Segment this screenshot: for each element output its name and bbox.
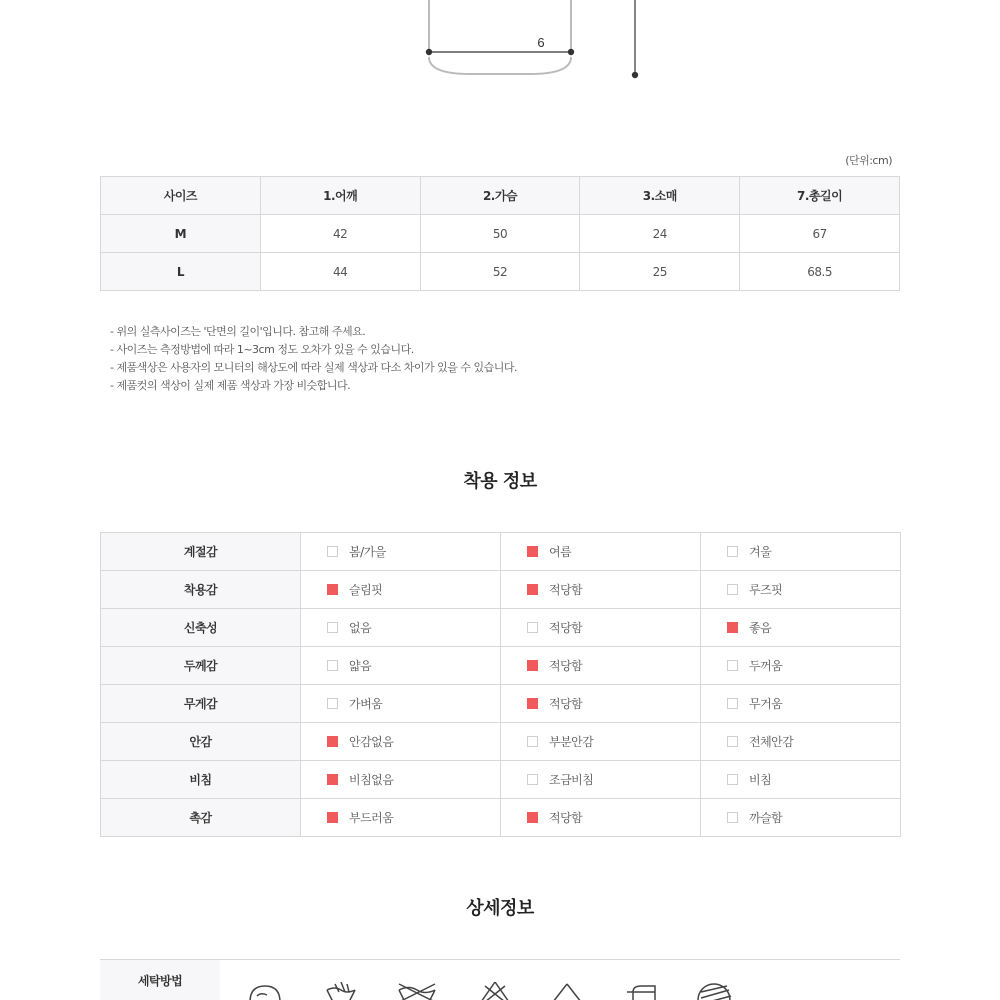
fit-option-label: 루즈핏	[749, 583, 783, 597]
fit-option-label: 가벼움	[349, 697, 383, 711]
fit-info-option	[701, 647, 901, 685]
fit-option-label: 부드러움	[349, 811, 394, 825]
fit-info-row	[101, 571, 901, 609]
fit-info-option	[501, 761, 701, 799]
bleach-triangle-icon	[553, 984, 581, 1000]
unchecked-box-icon	[727, 660, 738, 671]
size-cell: M	[101, 215, 261, 253]
detail-info-table	[100, 959, 900, 1000]
fit-info-table	[100, 532, 901, 837]
fit-info-option	[701, 685, 901, 723]
unchecked-box-icon	[527, 736, 538, 747]
fit-info-row	[101, 685, 901, 723]
fit-info-option	[701, 571, 901, 609]
checked-box-icon	[327, 812, 338, 823]
checked-box-icon	[327, 584, 338, 595]
fit-info-option	[501, 609, 701, 647]
checked-box-icon	[527, 546, 538, 557]
fit-option-label: 안감없음	[349, 735, 394, 749]
fit-option-label: 좋음	[749, 621, 772, 635]
size-notes	[110, 323, 517, 395]
fit-info-label: 두께감	[101, 647, 301, 685]
checked-box-icon	[527, 660, 538, 671]
wash-method-label: 세탁방법	[100, 960, 220, 1000]
unchecked-box-icon	[727, 736, 738, 747]
fit-option-label: 적당함	[549, 811, 583, 825]
fit-option-label: 비침	[749, 773, 772, 787]
size-cell: 42	[260, 215, 420, 253]
fit-info-label: 안감	[101, 723, 301, 761]
fit-info-option	[301, 723, 501, 761]
size-header-cell: 3.소매	[580, 177, 740, 215]
fit-info-option	[501, 571, 701, 609]
fit-info-option	[301, 761, 501, 799]
checked-box-icon	[327, 736, 338, 747]
fit-info-option	[701, 799, 901, 837]
fit-option-label: 조금비침	[549, 773, 594, 787]
checked-box-icon	[727, 622, 738, 633]
checked-box-icon	[327, 774, 338, 785]
fit-info-row	[101, 533, 901, 571]
fit-info-option	[501, 799, 701, 837]
hand-wash-icon	[250, 986, 280, 1000]
no-tumble-dry-icon	[698, 984, 731, 1000]
fit-option-label: 없음	[349, 621, 372, 635]
unchecked-box-icon	[727, 546, 738, 557]
no-bleach-icon	[481, 982, 509, 1000]
fit-option-label: 겨울	[749, 545, 772, 559]
fit-info-option	[501, 533, 701, 571]
fit-info-label: 계절감	[101, 533, 301, 571]
fit-info-row	[101, 761, 901, 799]
fit-info-title: 착용 정보	[463, 471, 537, 492]
note-item: - 제품색상은 사용자의 모니터의 해상도에 따라 실제 색상과 다소 차이가 있을 수 있습니다.	[110, 361, 517, 374]
unchecked-box-icon	[527, 774, 538, 785]
fit-info-row	[101, 609, 901, 647]
fit-info-option	[501, 723, 701, 761]
fit-option-label: 비침없음	[349, 773, 394, 787]
fit-option-label: 적당함	[549, 621, 583, 635]
fit-info-label: 착용감	[101, 571, 301, 609]
size-header-cell: 2.가슴	[420, 177, 580, 215]
size-cell: 52	[420, 253, 580, 291]
fit-info-option	[501, 685, 701, 723]
unchecked-box-icon	[727, 584, 738, 595]
fit-option-label: 전체안감	[749, 735, 794, 749]
size-cell: 24	[580, 215, 740, 253]
size-header-cell: 7.총길이	[740, 177, 900, 215]
checked-box-icon	[527, 584, 538, 595]
fit-option-label: 적당함	[549, 697, 583, 711]
detail-info-title: 상세정보	[466, 898, 534, 919]
unit-label: (단위:cm)	[845, 154, 892, 167]
size-cell: 44	[260, 253, 420, 291]
fit-option-label: 두꺼움	[749, 659, 783, 673]
size-header-cell: 1.어깨	[260, 177, 420, 215]
fit-info-option	[501, 647, 701, 685]
no-machine-wash-icon	[399, 984, 435, 1000]
fit-info-option	[701, 609, 901, 647]
fit-info-label: 비침	[101, 761, 301, 799]
fit-info-option	[301, 533, 501, 571]
fit-info-option	[301, 571, 501, 609]
fit-option-label: 무거움	[749, 697, 783, 711]
unchecked-box-icon	[727, 698, 738, 709]
size-cell: 67	[740, 215, 900, 253]
checked-box-icon	[527, 698, 538, 709]
size-cell: 50	[420, 215, 580, 253]
fit-info-row	[101, 723, 901, 761]
unchecked-box-icon	[727, 774, 738, 785]
fit-option-label: 얇음	[349, 659, 372, 673]
checked-box-icon	[527, 812, 538, 823]
fit-option-label: 까슬함	[749, 811, 783, 825]
hand-wash-tub-icon	[327, 982, 355, 1000]
iron-icon	[627, 986, 655, 1000]
fit-option-label: 적당함	[549, 659, 583, 673]
fit-option-label: 봄/가을	[349, 545, 386, 559]
unchecked-box-icon	[527, 622, 538, 633]
measure-label: 6	[537, 35, 545, 50]
fit-info-label: 무게감	[101, 685, 301, 723]
fit-info-option	[701, 723, 901, 761]
wash-icons	[245, 982, 765, 1000]
fit-info-row	[101, 647, 901, 685]
fit-info-option	[301, 685, 501, 723]
unchecked-box-icon	[327, 660, 338, 671]
fit-info-option	[301, 647, 501, 685]
size-table-header-row	[101, 177, 900, 215]
note-item: - 사이즈는 측정방법에 따라 1~3cm 정도 오차가 있을 수 있습니다.	[110, 343, 414, 356]
fit-info-option	[701, 761, 901, 799]
fit-option-label: 여름	[549, 545, 572, 559]
size-table-row	[101, 215, 900, 253]
fit-option-label: 슬림핏	[349, 583, 383, 597]
fit-info-option	[301, 609, 501, 647]
unchecked-box-icon	[727, 812, 738, 823]
fit-info-row	[101, 799, 901, 837]
fit-option-label: 부분안감	[549, 735, 594, 749]
fit-info-label: 촉감	[101, 799, 301, 837]
unchecked-box-icon	[327, 698, 338, 709]
fit-info-option	[301, 799, 501, 837]
fit-info-label: 신축성	[101, 609, 301, 647]
fit-info-option	[701, 533, 901, 571]
size-header-cell: 사이즈	[101, 177, 261, 215]
fit-option-label: 적당함	[549, 583, 583, 597]
size-cell: 25	[580, 253, 740, 291]
note-item: - 위의 실측사이즈는 '단면의 길이'입니다. 참고해 주세요.	[110, 325, 366, 338]
size-cell: L	[101, 253, 261, 291]
unchecked-box-icon	[327, 546, 338, 557]
unchecked-box-icon	[327, 622, 338, 633]
size-cell: 68.5	[740, 253, 900, 291]
size-table-row	[101, 253, 900, 291]
size-table	[100, 176, 900, 291]
measurement-diagram	[0, 0, 1000, 90]
note-item: - 제품컷의 색상이 실제 제품 색상과 가장 비슷합니다.	[110, 379, 351, 392]
